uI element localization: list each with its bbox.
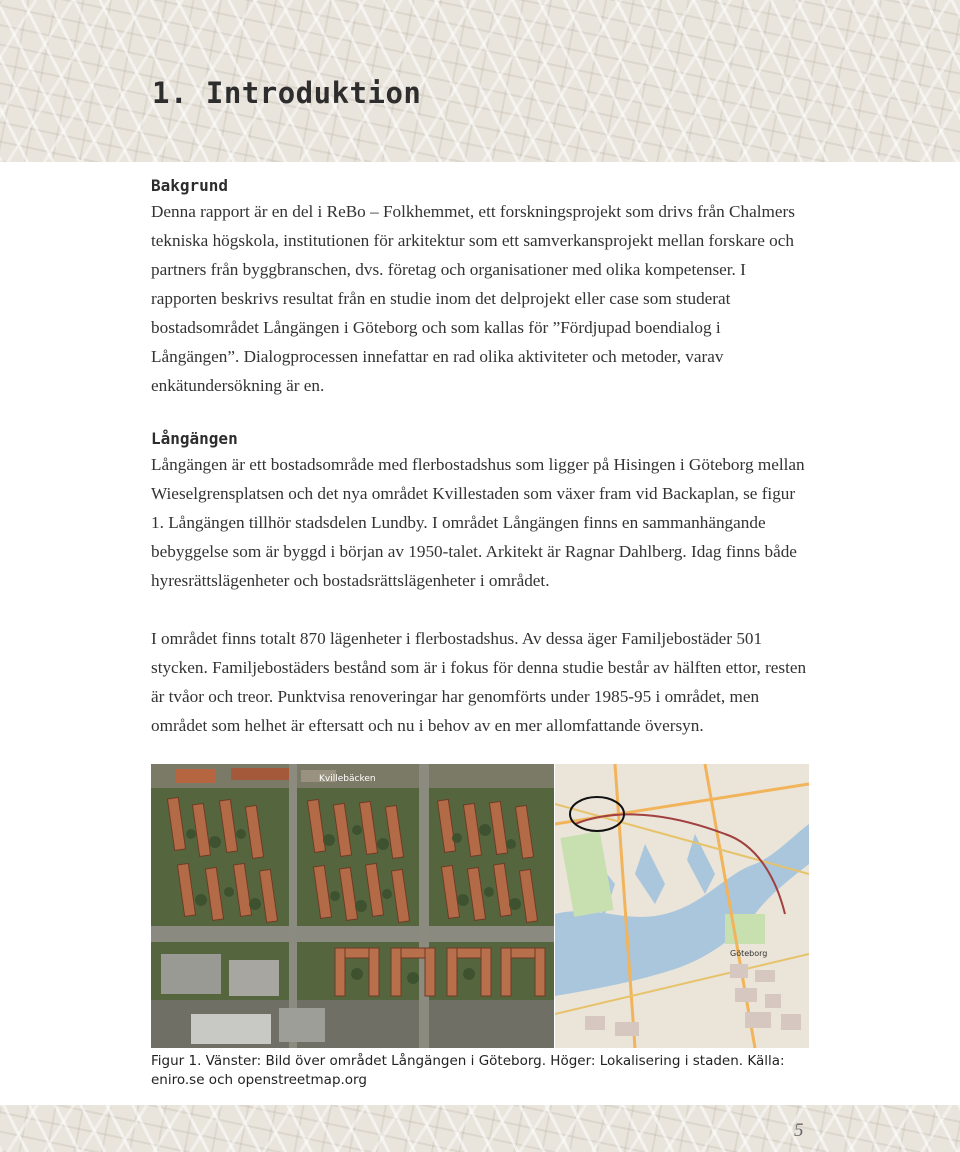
figure-1 xyxy=(151,764,809,1048)
section-heading-bakgrund: Bakgrund xyxy=(151,176,229,195)
chapter-title: 1. Introduktion xyxy=(152,76,422,110)
paragraph-langangen-1: Långängen är ett bostadsområde med flerbostadshus som ligger på Hisingen i Göteborg mellan Wieselgrensplatsen och det nya området Kvillestaden som växer fram vid Backaplan, se figur 1. Långängen tillhör stadsdelen Lundby. I området Långängen finns en sammanhängande bebyggelse som är byggd i början av 1950-talet. Arkitekt är Ragnar Dahlberg. Idag finns både hyresrättslägenheter och bostadsrättslägenheter i området. xyxy=(151,455,805,590)
location-map-graphic xyxy=(555,764,809,1048)
map-label: Göteborg xyxy=(730,949,768,958)
figure-caption: Figur 1. Vänster: Bild över området Långängen i Göteborg. Höger: Lokalisering i staden. Källa: eniro.se och openstreetmap.org xyxy=(151,1053,785,1088)
location-map xyxy=(555,764,809,1048)
aerial-photo xyxy=(151,764,554,1048)
aerial-label: Kvillebäcken xyxy=(319,774,376,784)
paragraph-bakgrund: Denna rapport är en del i ReBo – Folkhemmet, ett forskningsprojekt som drivs från Chalmers tekniska högskola, institutionen för arkitektur som ett samverkansprojekt mellan forskare och partners från byggbranschen, dvs. företag och organisationer med olika kompetenser. I rapporten beskrivs resultat från en studie inom det delprojekt eller case som studerat bostadsområdet Långängen i Göteborg och som kallas för ”Fördjupad boendialog i Långängen”. Dialogprocessen innefattar en rad olika aktiviteter och metoder, varav enkätundersökning är en. xyxy=(151,202,795,395)
main-content xyxy=(151,176,811,740)
section-heading-langangen: Långängen xyxy=(151,429,238,448)
aerial-photo-graphic xyxy=(151,764,554,1048)
header-texture-band xyxy=(0,0,960,162)
footer-texture-band xyxy=(0,1105,960,1152)
page-number: 5 xyxy=(794,1120,804,1141)
paragraph-langangen-2: I området finns totalt 870 lägenheter i flerbostadshus. Av dessa äger Familjebostäder 501 stycken. Familjebostäders bestånd som är i fokus för denna studie består av hälften ettor, resten är tvåor och treor. Punktvisa renoveringar har genomförts under 1985-95 i området, men området som helhet är eftersatt och nu i behov av en mer allomfattande översyn. xyxy=(151,629,807,735)
